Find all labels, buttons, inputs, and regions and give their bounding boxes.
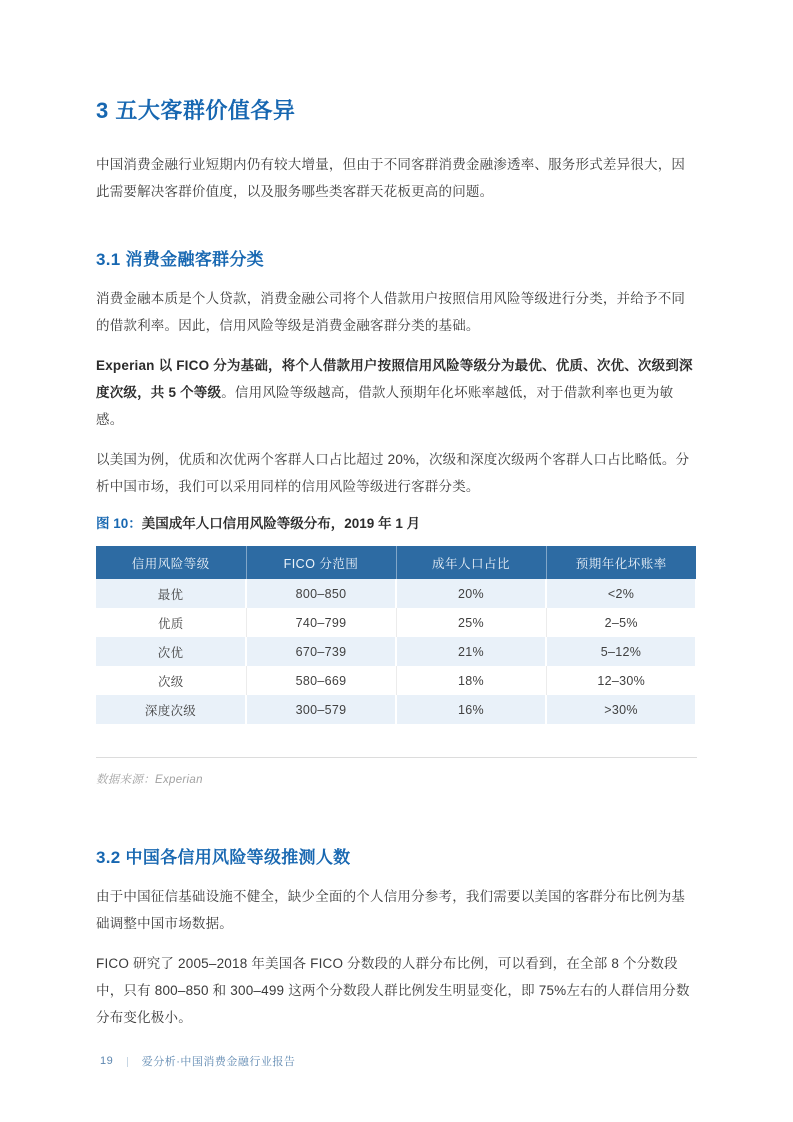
table-row <box>96 579 696 608</box>
column-header-risk-grade: 信用风险等级 <box>96 546 246 579</box>
table-cell: 16% <box>396 695 546 724</box>
paragraph-bold-lead: Experian 以 FICO 分为基础，将个人借款用户按照信用风险等级分为最优、优质、次优、次级到深度次级，共 5 个等级 <box>96 358 693 400</box>
table-cell: >30% <box>546 695 696 724</box>
column-header-fico-range: FICO 分范围 <box>246 546 396 579</box>
table-cell: 670–739 <box>246 637 396 666</box>
chapter-intro-paragraph: 中国消费金融行业短期内仍有较大增量，但由于不同客群消费金融渗透率、服务形式差异很大，因此需要解决客群价值度，以及服务哪些类客群天花板更高的问题。 <box>96 157 686 199</box>
table-cell: 优质 <box>96 608 246 637</box>
table-cell: 次优 <box>96 637 246 666</box>
section-3-1-paragraph-2 <box>96 352 697 433</box>
table-header-row <box>96 546 696 579</box>
table-row <box>96 666 696 695</box>
table-cell: 2–5% <box>546 608 696 637</box>
table-cell: 12–30% <box>546 666 696 695</box>
table-cell: 最优 <box>96 579 246 608</box>
table-cell: 300–579 <box>246 695 396 724</box>
figure-10-label: 图 10： <box>96 516 142 531</box>
section-3-1 <box>96 249 697 500</box>
table-cell: 25% <box>396 608 546 637</box>
section-3-2-paragraph-2: FICO 研究了 2005–2018 年美国各 FICO 分数段的人群分布比例，可以看到，在全部 8 个分数段中，只有 800–850 和 300–499 这两个分数段人群比例发生明显变化，即 75%左右的人群信用分数分布变化极小。 <box>96 956 690 1025</box>
page-content <box>96 0 697 1044</box>
paragraph-rest: 。信用风险等级越高，借款人预期年化坏账率越低，对于借款利率也更为敏感。 <box>96 385 674 427</box>
page-footer <box>100 1053 295 1069</box>
table-row <box>96 608 696 637</box>
chapter-heading: 3 五大客群价值各异 <box>96 98 296 123</box>
table-row <box>96 637 696 666</box>
table-cell: 800–850 <box>246 579 396 608</box>
footer-report-title: 爱分析·中国消费金融行业报告 <box>141 1056 296 1068</box>
section-3-1-paragraph-3: 以美国为例，优质和次优两个客群人口占比超过 20%，次级和深度次级两个客群人口占比略低。分析中国市场，我们可以采用同样的信用风险等级进行客群分类。 <box>96 452 690 494</box>
table-row <box>96 695 696 724</box>
section-3-2-paragraph-1: 由于中国征信基础设施不健全，缺少全面的个人信用分参考，我们需要以美国的客群分布比例为基础调整中国市场数据。 <box>96 889 686 931</box>
table-cell: 5–12% <box>546 637 696 666</box>
footer-separator: ｜ <box>122 1057 133 1069</box>
data-source-note: 数据来源：Experian <box>96 774 203 786</box>
table-cell: <2% <box>546 579 696 608</box>
table-cell: 20% <box>396 579 546 608</box>
table-cell: 21% <box>396 637 546 666</box>
table-cell: 580–669 <box>246 666 396 695</box>
column-header-population-share: 成年人口占比 <box>396 546 546 579</box>
figure-10-table <box>96 546 697 724</box>
section-3-1-heading: 3.1 消费金融客群分类 <box>96 250 264 269</box>
table-cell: 18% <box>396 666 546 695</box>
page-number: 19 <box>100 1055 114 1067</box>
section-3-2-heading: 3.2 中国各信用风险等级推测人数 <box>96 848 351 867</box>
table-cell: 深度次级 <box>96 695 246 724</box>
column-header-bad-debt-rate: 预期年化坏账率 <box>546 546 696 579</box>
table-cell: 次级 <box>96 666 246 695</box>
figure-divider <box>96 757 697 758</box>
figure-10-title: 美国成年人口信用风险等级分布，2019 年 1 月 <box>141 516 421 531</box>
section-3-2 <box>96 847 697 1031</box>
figure-10-caption <box>96 514 697 534</box>
section-3-1-paragraph-1: 消费金融本质是个人贷款，消费金融公司将个人借款用户按照信用风险等级进行分类，并给予不同的借款利率。因此，信用风险等级是消费金融客群分类的基础。 <box>96 291 686 333</box>
table-cell: 740–799 <box>246 608 396 637</box>
